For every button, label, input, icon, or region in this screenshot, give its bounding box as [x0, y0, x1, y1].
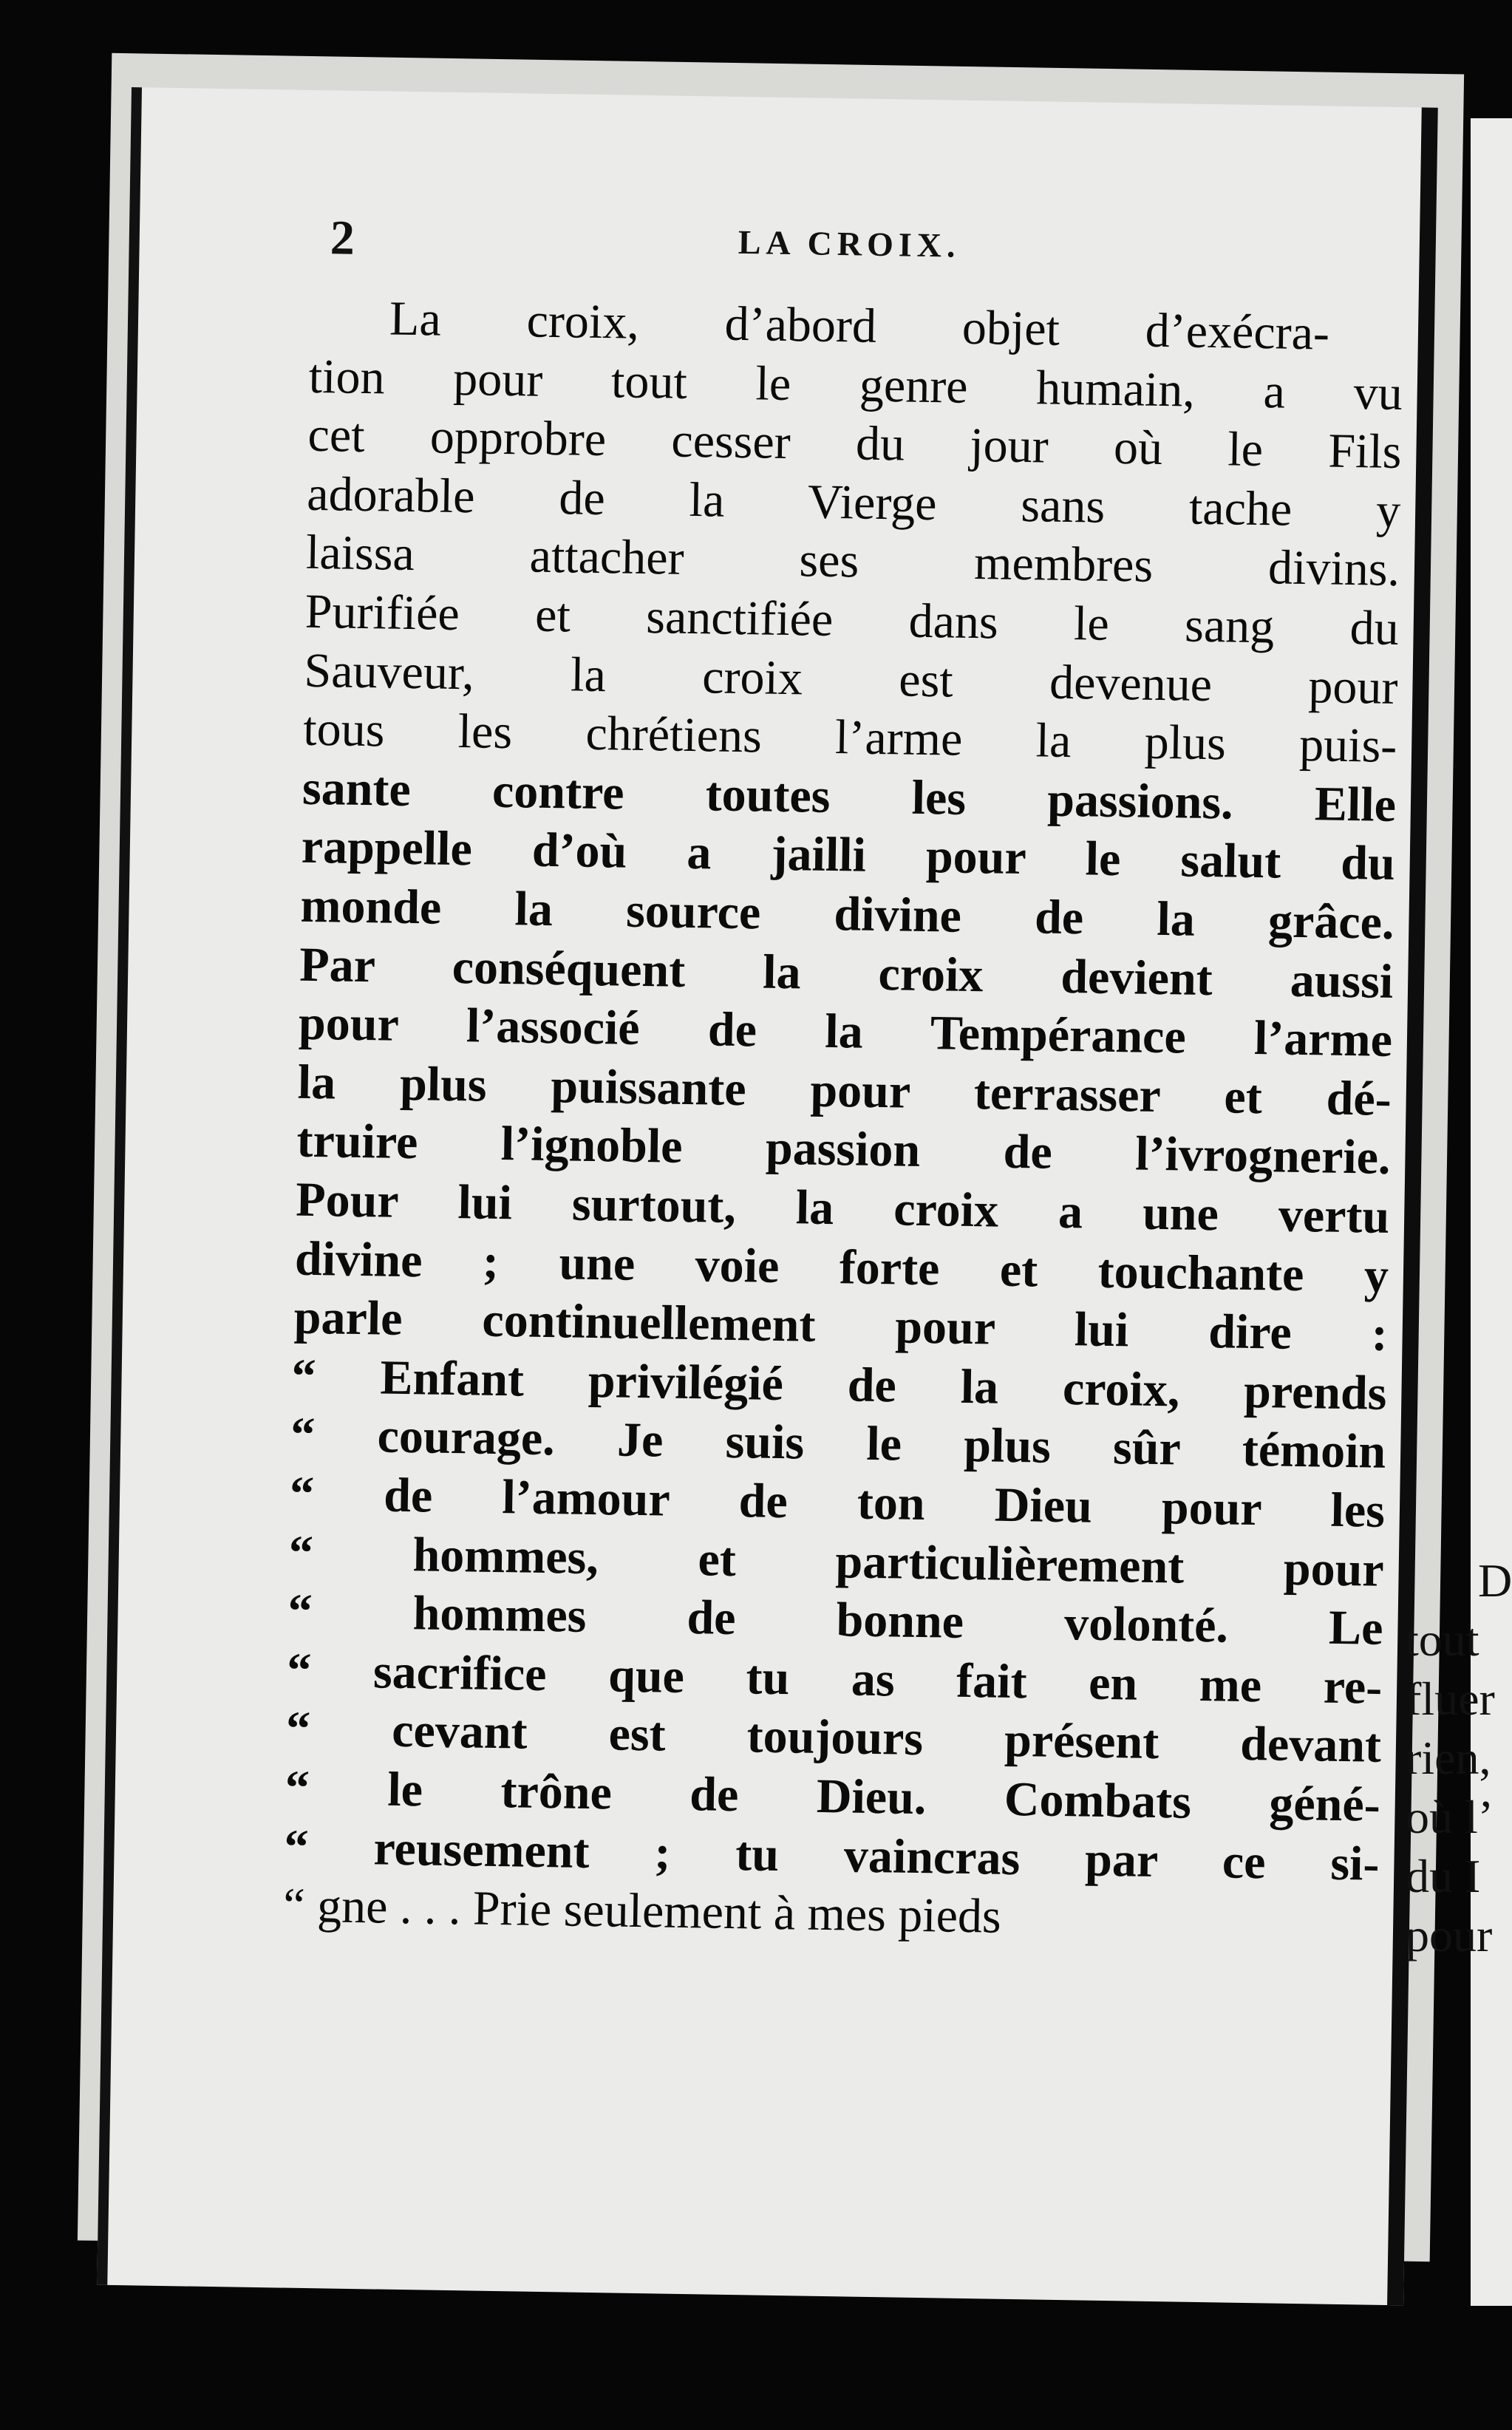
body-line: Sauveur, la croix est devenue pour: [304, 643, 1399, 715]
body-line: Purifiée et sanctifiée dans le sang du: [304, 584, 1400, 656]
body-line: la plus puissante pour terrasser et dé-: [297, 1055, 1392, 1126]
body-line: pour l’associé de la Tempérance l’arme: [298, 996, 1393, 1068]
facing-page-fragment: du I: [1406, 1850, 1481, 1902]
facing-page-edge: [1471, 118, 1512, 2306]
body-line: rappelle d’où a jailli pour le salut du: [301, 820, 1396, 891]
body-line: sante contre toutes les passions. Elle: [302, 760, 1397, 832]
body-line: adorable de la Vierge sans tache y: [306, 466, 1401, 538]
book-page: [97, 87, 1437, 2305]
facing-page-fragment: D: [1478, 1554, 1512, 1607]
body-line: “ courage. Je suis le plus sûr témoin: [290, 1408, 1386, 1480]
facing-page-fragment: rien,: [1406, 1732, 1491, 1784]
body-line: “ sacrifice que tu as fait en me re-: [286, 1643, 1383, 1715]
body-line: “ cevant est toujours présent devant: [285, 1701, 1382, 1774]
body-line: Pour lui surtout, la croix a une vertu: [295, 1172, 1390, 1244]
body-line: parle continuellement pour lui dire :: [293, 1290, 1389, 1362]
body-line: cet opprobre cesser du jour où le Fils: [307, 407, 1403, 480]
body-line: “ reusement ; tu vaincras par ce si-: [284, 1820, 1380, 1891]
body-line: “ Enfant privilégié de la croix, prends: [291, 1349, 1388, 1420]
facing-page-fragment: fluer: [1406, 1672, 1495, 1725]
page-number: 2: [330, 211, 355, 265]
facing-page-fragment: tout: [1406, 1613, 1479, 1666]
body-line: “ le trône de Dieu. Combats géné-: [285, 1760, 1381, 1832]
body-line: “ hommes de bonne volonté. Le: [287, 1584, 1384, 1656]
body-line: La croix, d’abord objet d’exécra-: [389, 291, 1330, 361]
body-line: divine ; une voie forte et touchante y: [294, 1231, 1389, 1303]
facing-page-fragment: pour: [1406, 1909, 1493, 1961]
body-line: “ de l’amour de ton Dieu pour les: [289, 1466, 1386, 1538]
body-line: “ gne . . . Prie seulement à mes pieds: [282, 1878, 1002, 1944]
running-title: LA CROIX.: [738, 222, 961, 265]
body-line: tous les chrétiens l’arme la plus puis-: [302, 701, 1397, 774]
body-line: tion pour tout le genre humain, a vu: [308, 349, 1403, 421]
body-line: truire l’ignoble passion de l’ivrognerie.: [296, 1114, 1392, 1185]
body-line: monde la source divine de la grâce.: [300, 878, 1395, 950]
body-line: Par conséquent la croix devient aussi: [299, 937, 1394, 1009]
body-line: “ hommes, et particulièrement pour: [288, 1525, 1385, 1597]
facing-page-fragment: où l’: [1406, 1791, 1494, 1843]
body-line: laissa attacher ses membres divins.: [305, 525, 1400, 597]
